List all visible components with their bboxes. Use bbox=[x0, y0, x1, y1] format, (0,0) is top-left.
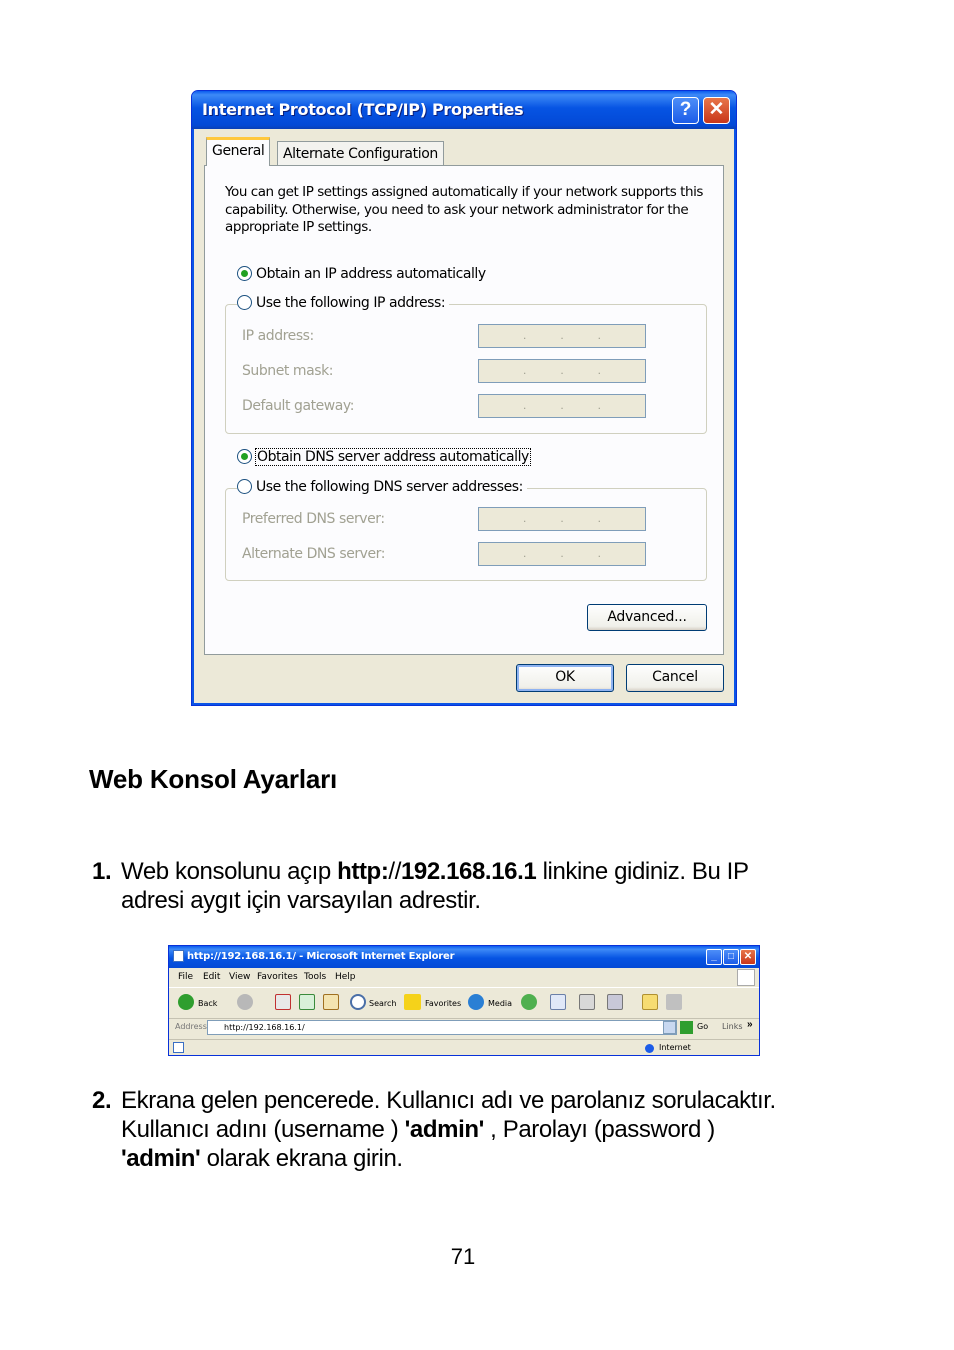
back-label[interactable]: Back bbox=[198, 999, 218, 1008]
step-1-pre: Web konsolunu açıp bbox=[121, 858, 338, 885]
subnet-mask-label: Subnet mask: bbox=[242, 363, 334, 379]
step-1-post: linkine gidiniz. Bu IP bbox=[536, 858, 749, 885]
address-dropdown-icon[interactable] bbox=[663, 1021, 676, 1034]
globe-icon bbox=[645, 1044, 654, 1053]
go-label[interactable]: Go bbox=[697, 1022, 709, 1031]
page-icon bbox=[173, 1042, 184, 1053]
print-icon[interactable] bbox=[579, 994, 595, 1010]
alternate-dns-label: Alternate DNS server: bbox=[242, 546, 386, 562]
close-icon[interactable]: ✕ bbox=[703, 97, 730, 124]
ip-address-label: IP address: bbox=[242, 328, 314, 344]
default-gateway-label: Default gateway: bbox=[242, 398, 354, 414]
radio-ip-manual-label: Use the following IP address: bbox=[256, 295, 446, 311]
tab-general[interactable]: General bbox=[206, 137, 270, 166]
ie-toolbar bbox=[169, 987, 759, 1019]
folder-icon[interactable] bbox=[642, 994, 658, 1010]
step-2-line2 bbox=[121, 1115, 852, 1144]
help-icon[interactable]: ? bbox=[672, 97, 699, 124]
radio-unselected-icon[interactable] bbox=[237, 295, 252, 310]
alternate-dns-input[interactable]: ... bbox=[478, 542, 646, 566]
ie-title-bar bbox=[169, 946, 759, 968]
step-1-url-slashes: // bbox=[388, 858, 401, 885]
ie-address-bar bbox=[169, 1018, 759, 1038]
step-1-url-ip: 192.168.16.1 bbox=[400, 858, 537, 885]
tcpip-properties-dialog bbox=[191, 90, 737, 706]
step-2 bbox=[92, 1086, 852, 1173]
radio-ip-manual[interactable] bbox=[237, 295, 449, 311]
mail-icon[interactable] bbox=[550, 994, 566, 1010]
home-icon[interactable] bbox=[323, 994, 339, 1010]
radio-dns-manual-label: Use the following DNS server addresses: bbox=[256, 479, 523, 495]
ie-menu-bar bbox=[169, 968, 759, 986]
address-input[interactable]: http://192.168.16.1/ bbox=[207, 1020, 677, 1035]
ip-address-input[interactable]: ... bbox=[478, 324, 646, 348]
forward-icon[interactable] bbox=[237, 994, 253, 1010]
windows-flag-icon bbox=[737, 969, 755, 986]
ie-status-bar bbox=[169, 1039, 759, 1056]
radio-dns-auto[interactable] bbox=[237, 449, 530, 465]
radio-dns-manual[interactable] bbox=[237, 479, 527, 495]
radio-unselected-icon[interactable] bbox=[237, 479, 252, 494]
step-1-url-scheme: http: bbox=[337, 858, 389, 885]
minimize-icon[interactable]: _ bbox=[706, 949, 722, 965]
refresh-icon[interactable] bbox=[299, 994, 315, 1010]
radio-ip-auto[interactable] bbox=[237, 266, 486, 282]
radio-dns-auto-label: Obtain DNS server address automatically bbox=[257, 449, 529, 465]
favorites-label[interactable]: Favorites bbox=[425, 999, 462, 1008]
favorites-star-icon[interactable] bbox=[404, 994, 421, 1010]
cancel-button[interactable]: Cancel bbox=[626, 664, 724, 692]
radio-ip-auto-label: Obtain an IP address automatically bbox=[256, 266, 486, 282]
links-chevron-icon[interactable]: » bbox=[747, 1019, 753, 1030]
step-2-line1: Ekrana gelen pencerede. Kullanıcı adı ve parolanız sorulacaktır. bbox=[121, 1087, 776, 1114]
step-1-text bbox=[121, 857, 852, 886]
preferred-dns-input[interactable]: ... bbox=[478, 507, 646, 531]
step-2-line2-pre: Kullanıcı adını (username ) bbox=[121, 1116, 405, 1143]
media-icon[interactable] bbox=[468, 994, 484, 1010]
address-label: Address bbox=[175, 1022, 207, 1031]
menu-edit[interactable]: Edit bbox=[203, 972, 221, 982]
step-2-number: 2. bbox=[92, 1087, 112, 1114]
menu-tools[interactable]: Tools bbox=[304, 972, 327, 982]
step-1-number: 1. bbox=[92, 858, 112, 885]
status-zone: Internet bbox=[659, 1043, 691, 1052]
tab-alternate-configuration[interactable]: Alternate Configuration bbox=[277, 141, 444, 165]
dns-group bbox=[225, 488, 707, 581]
radio-selected-icon[interactable] bbox=[237, 266, 252, 281]
messenger-icon[interactable] bbox=[666, 994, 682, 1010]
ie-title: http://192.168.16.1/ - Microsoft Internet Explorer bbox=[187, 951, 455, 962]
history-icon[interactable] bbox=[521, 994, 537, 1010]
dialog-title: Internet Protocol (TCP/IP) Properties bbox=[202, 100, 524, 119]
ie-logo-icon bbox=[173, 950, 184, 962]
page-number: 71 bbox=[450, 1244, 476, 1269]
step-2-password: 'admin' bbox=[121, 1145, 201, 1172]
ie-browser-window bbox=[168, 945, 760, 1056]
dialog-body bbox=[195, 129, 733, 702]
search-label[interactable]: Search bbox=[369, 999, 397, 1008]
subnet-mask-input[interactable]: ... bbox=[478, 359, 646, 383]
close-icon[interactable]: ✕ bbox=[740, 949, 756, 965]
edit-icon[interactable] bbox=[607, 994, 623, 1010]
dialog-title-bar bbox=[192, 91, 736, 129]
menu-favorites[interactable]: Favorites bbox=[257, 972, 298, 982]
section-heading: Web Konsol Ayarları bbox=[89, 764, 338, 794]
step-2-line2-post: , Parolayı (password ) bbox=[483, 1116, 715, 1143]
menu-file[interactable]: File bbox=[178, 972, 194, 982]
step-1 bbox=[92, 857, 852, 915]
default-gateway-input[interactable]: ... bbox=[478, 394, 646, 418]
maximize-icon[interactable]: □ bbox=[723, 949, 739, 965]
step-2-line3-post: olarak ekrana girin. bbox=[200, 1145, 403, 1172]
description-text: You can get IP settings assigned automatically if your network supports this capability. Otherwise, you need to ask your network administrator for the appropriate IP settings. bbox=[225, 184, 703, 235]
menu-view[interactable]: View bbox=[229, 972, 251, 982]
stop-icon[interactable] bbox=[275, 994, 291, 1010]
ok-button[interactable]: OK bbox=[516, 664, 614, 692]
step-1-line2: adresi aygıt için varsayılan adrestir. bbox=[121, 887, 481, 914]
advanced-button[interactable]: Advanced... bbox=[587, 604, 707, 631]
preferred-dns-label: Preferred DNS server: bbox=[242, 511, 385, 527]
step-2-username: 'admin' bbox=[404, 1116, 484, 1143]
step-2-line3 bbox=[121, 1144, 852, 1173]
back-icon[interactable] bbox=[178, 994, 194, 1010]
radio-selected-icon[interactable] bbox=[237, 449, 252, 464]
general-panel bbox=[204, 165, 724, 655]
go-arrow-icon[interactable] bbox=[680, 1021, 693, 1034]
search-icon[interactable] bbox=[350, 994, 366, 1010]
menu-help[interactable]: Help bbox=[335, 972, 356, 982]
links-label[interactable]: Links bbox=[722, 1022, 743, 1031]
media-label[interactable]: Media bbox=[488, 999, 513, 1008]
